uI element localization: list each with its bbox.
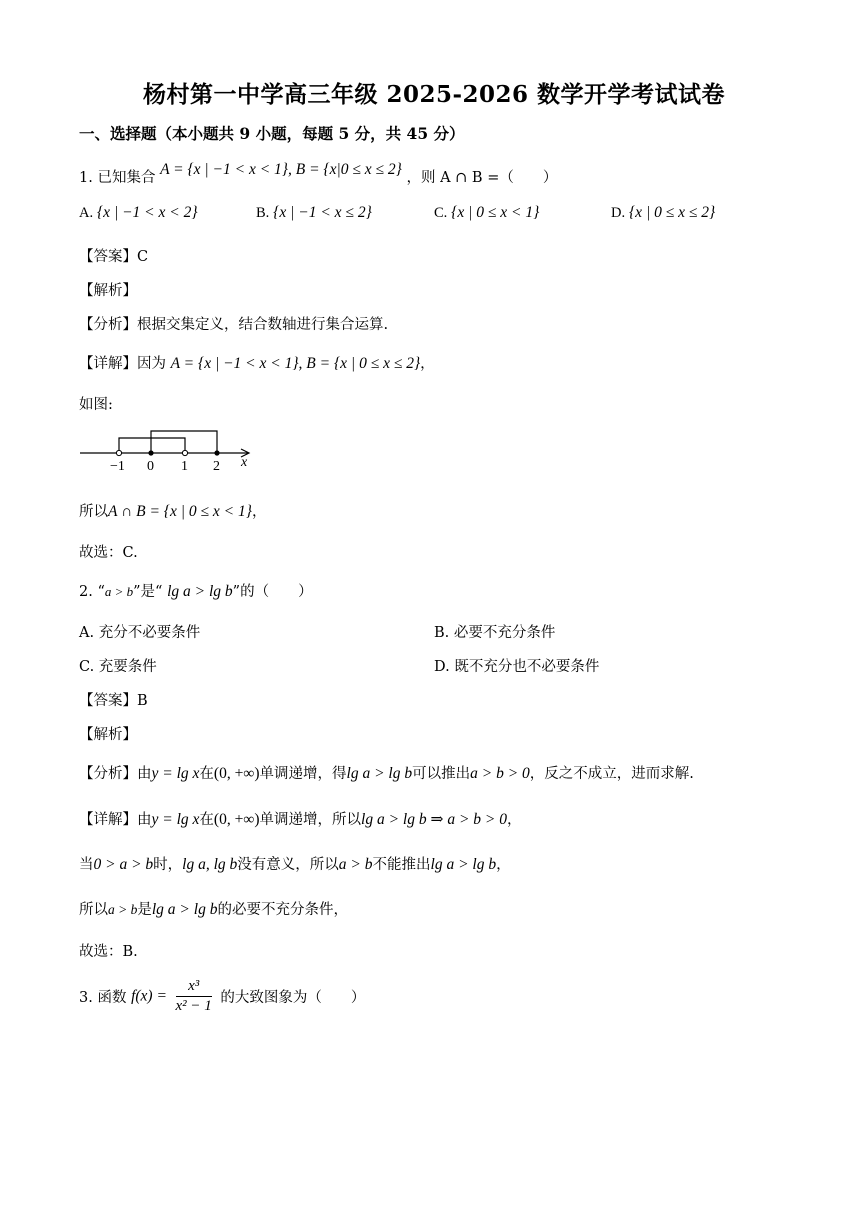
q2-fenxi: 【分析】由y = lg x在(0, +∞)单调递增，得lg a > lg b可以推出a > b > 0，反之不成立，进而求解.: [79, 765, 694, 782]
tick-label-2: 2: [213, 459, 220, 474]
open-point-minus1: [116, 450, 121, 455]
q1-detail-math: A = {x | −1 < x < 1}, B = {x | 0 ≤ x ≤ 2}: [170, 355, 421, 372]
q2-option-a: A. 充分不必要条件: [79, 625, 201, 641]
q3-denominator: x² − 1: [175, 998, 212, 1014]
tick-label-0: 0: [147, 459, 154, 474]
q3-numerator: x³: [176, 978, 212, 997]
set-b-bracket: [151, 431, 217, 453]
q1-analysis-label: 【解析】: [79, 283, 137, 299]
q2-option-b: B. 必要不充分条件: [434, 625, 556, 641]
closed-point-0: [148, 450, 153, 455]
q1-number: 1. 已知集合: [79, 170, 156, 186]
q2-option-c: C. 充要条件: [79, 659, 157, 675]
open-point-1: [182, 450, 187, 455]
q2-detail-line3: 所以a > b是lg a > lg b的必要不充分条件，: [79, 901, 348, 918]
section-heading: 一、选择题（本小题共 9 小题，每题 5 分，共 45 分）: [79, 124, 465, 143]
q1-set-def: A = {x | −1 < x < 1}, B = {x|0 ≤ x ≤ 2}: [160, 161, 402, 178]
q1-option-b: B. {x | −1 < x ≤ 2}: [256, 204, 372, 221]
q2-detail-line2: 当0 > a > b时，lg a, lg b没有意义，所以a > b不能推出lg a > lg b，: [79, 856, 511, 873]
q3-function: f(x) =: [131, 987, 167, 1005]
q1-choose: 故选：C.: [79, 545, 138, 561]
q1-option-d: D. {x | 0 ≤ x ≤ 2}: [611, 204, 716, 221]
q3-stem: 3. 函数 f(x) = $\frac{\text{x³}}{\text{x² − 1}}$ 的大致图象为（ ）: [79, 978, 366, 1014]
q3-fraction: [176, 978, 212, 1015]
tick-label-1: 1: [181, 459, 188, 474]
q2-choose: 故选：B.: [79, 944, 138, 960]
q1-detail: 【详解】因为 A = {x | −1 < x < 1}, B = {x | 0 ≤ x ≤ 2}，: [79, 355, 435, 372]
closed-point-2: [214, 450, 219, 455]
tick-label-minus1: −1: [110, 459, 125, 474]
q1-fenxi: 【分析】根据交集定义，结合数轴进行集合运算.: [79, 317, 389, 333]
q1-stem: [79, 161, 558, 187]
q1-answer: 【答案】C: [79, 249, 149, 265]
q2-answer: 【答案】B: [79, 693, 148, 709]
q2-option-d: D. 既不充分也不必要条件: [434, 659, 600, 675]
q1-as-figure: 如图:: [79, 397, 113, 413]
q1-ask: ，则 A ∩ B =（ ）: [406, 170, 558, 186]
q2-analysis-label: 【解析】: [79, 727, 137, 743]
axis-label-x: x: [241, 455, 248, 470]
q1-option-a: A. {x | −1 < x < 2}: [79, 204, 198, 221]
q1-option-c: C. {x | 0 ≤ x < 1}: [434, 204, 540, 221]
exam-title: 杨村第一中学高三年级 2025-2026 数学开学考试试卷: [142, 81, 726, 108]
number-line-figure: [78, 426, 258, 474]
q1-so: 所以A ∩ B = {x | 0 ≤ x < 1}，: [79, 503, 267, 520]
q2-stem: 2. “a > b”是“ lg a > lg b”的（ ）: [79, 583, 313, 600]
q2-detail: 【详解】由y = lg x在(0, +∞)单调递增，所以lg a > lg b ⇒ a > b > 0，: [79, 811, 522, 828]
